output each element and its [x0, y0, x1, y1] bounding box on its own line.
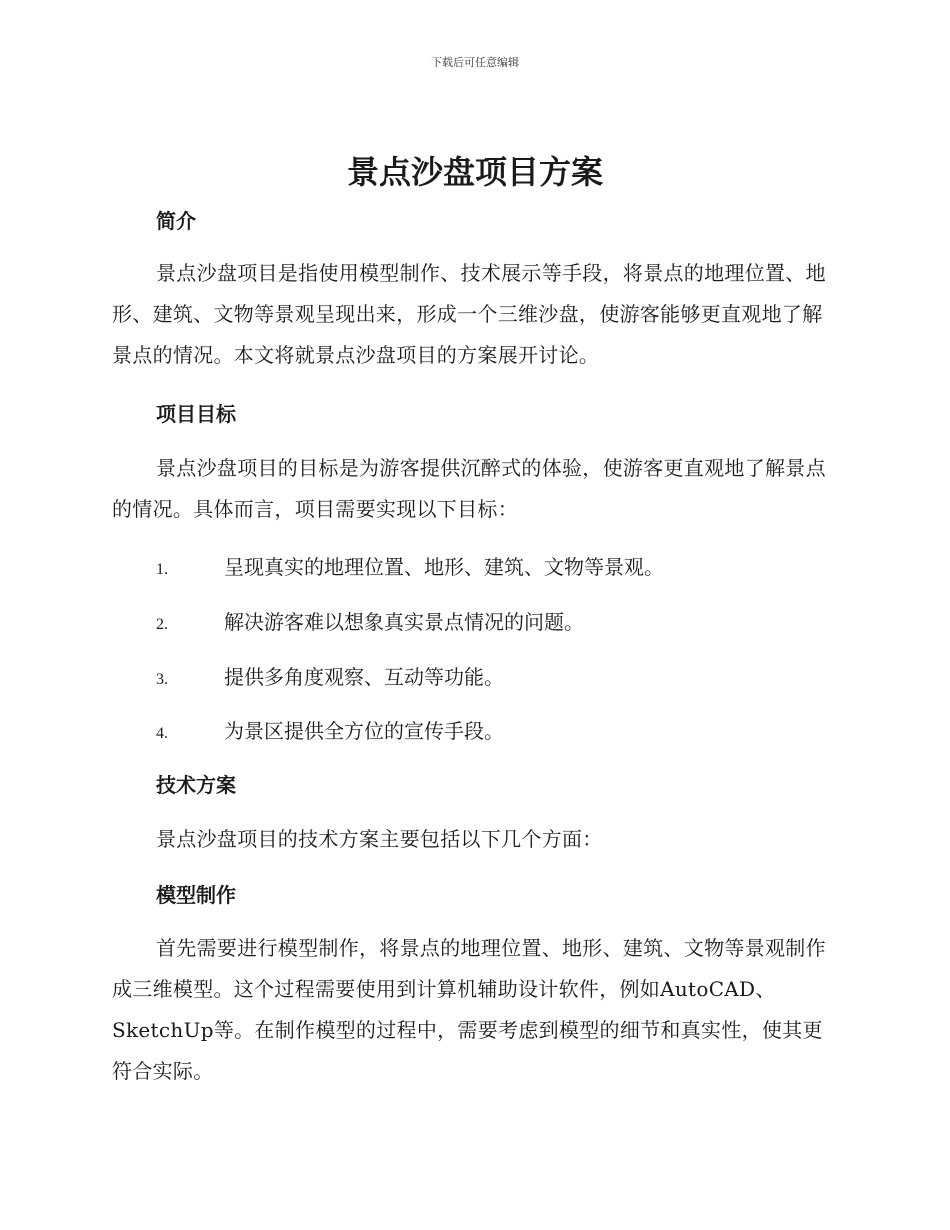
goal-list-item-2 [156, 608, 584, 639]
list-text: 解决游客难以想象真实景点情况的问题。 [224, 610, 584, 634]
heading-model: 模型制作 [156, 883, 236, 907]
heading-intro: 简介 [156, 209, 196, 233]
document-title: 景点沙盘项目方案 [346, 153, 603, 191]
list-text: 呈现真实的地理位置、地形、建筑、文物等景观。 [224, 555, 664, 579]
page-header-note: 下载后可任意编辑 [431, 56, 519, 69]
list-text: 为景区提供全方位的宣传手段。 [224, 719, 504, 743]
paragraph-tech: 景点沙盘项目的技术方案主要包括以下几个方面： [156, 827, 603, 851]
goal-list-item-3 [156, 663, 504, 694]
paragraph-model: 首先需要进行模型制作，将景点的地理位置、地形、建筑、文物等景观制作成三维模型。这个过程需要使用到计算机辅助设计软件，例如AutoCAD、SketchUp等。在制作模型的过程中，需要考虑到模型的细节和真实性，使其更符合实际。 [112, 936, 826, 1083]
paragraph-intro: 景点沙盘项目是指使用模型制作、技术展示等手段，将景点的地理位置、地形、建筑、文物等景观呈现出来，形成一个三维沙盘，使游客能够更直观地了解景点的情况。本文将就景点沙盘项目的方案展开讨论。 [112, 261, 826, 367]
goal-list-item-1 [156, 553, 664, 584]
list-number: 4. [156, 725, 168, 742]
list-number: 1. [156, 561, 168, 578]
paragraph-goals: 景点沙盘项目的目标是为游客提供沉醉式的体验，使游客更直观地了解景点的情况。具体而言，项目需要实现以下目标： [112, 456, 826, 521]
list-text: 提供多角度观察、互动等功能。 [224, 665, 504, 689]
heading-goals: 项目目标 [156, 402, 236, 426]
goal-list-item-4 [156, 717, 504, 748]
list-number: 3. [156, 671, 168, 688]
heading-tech: 技术方案 [156, 773, 236, 797]
list-number: 2. [156, 616, 168, 633]
